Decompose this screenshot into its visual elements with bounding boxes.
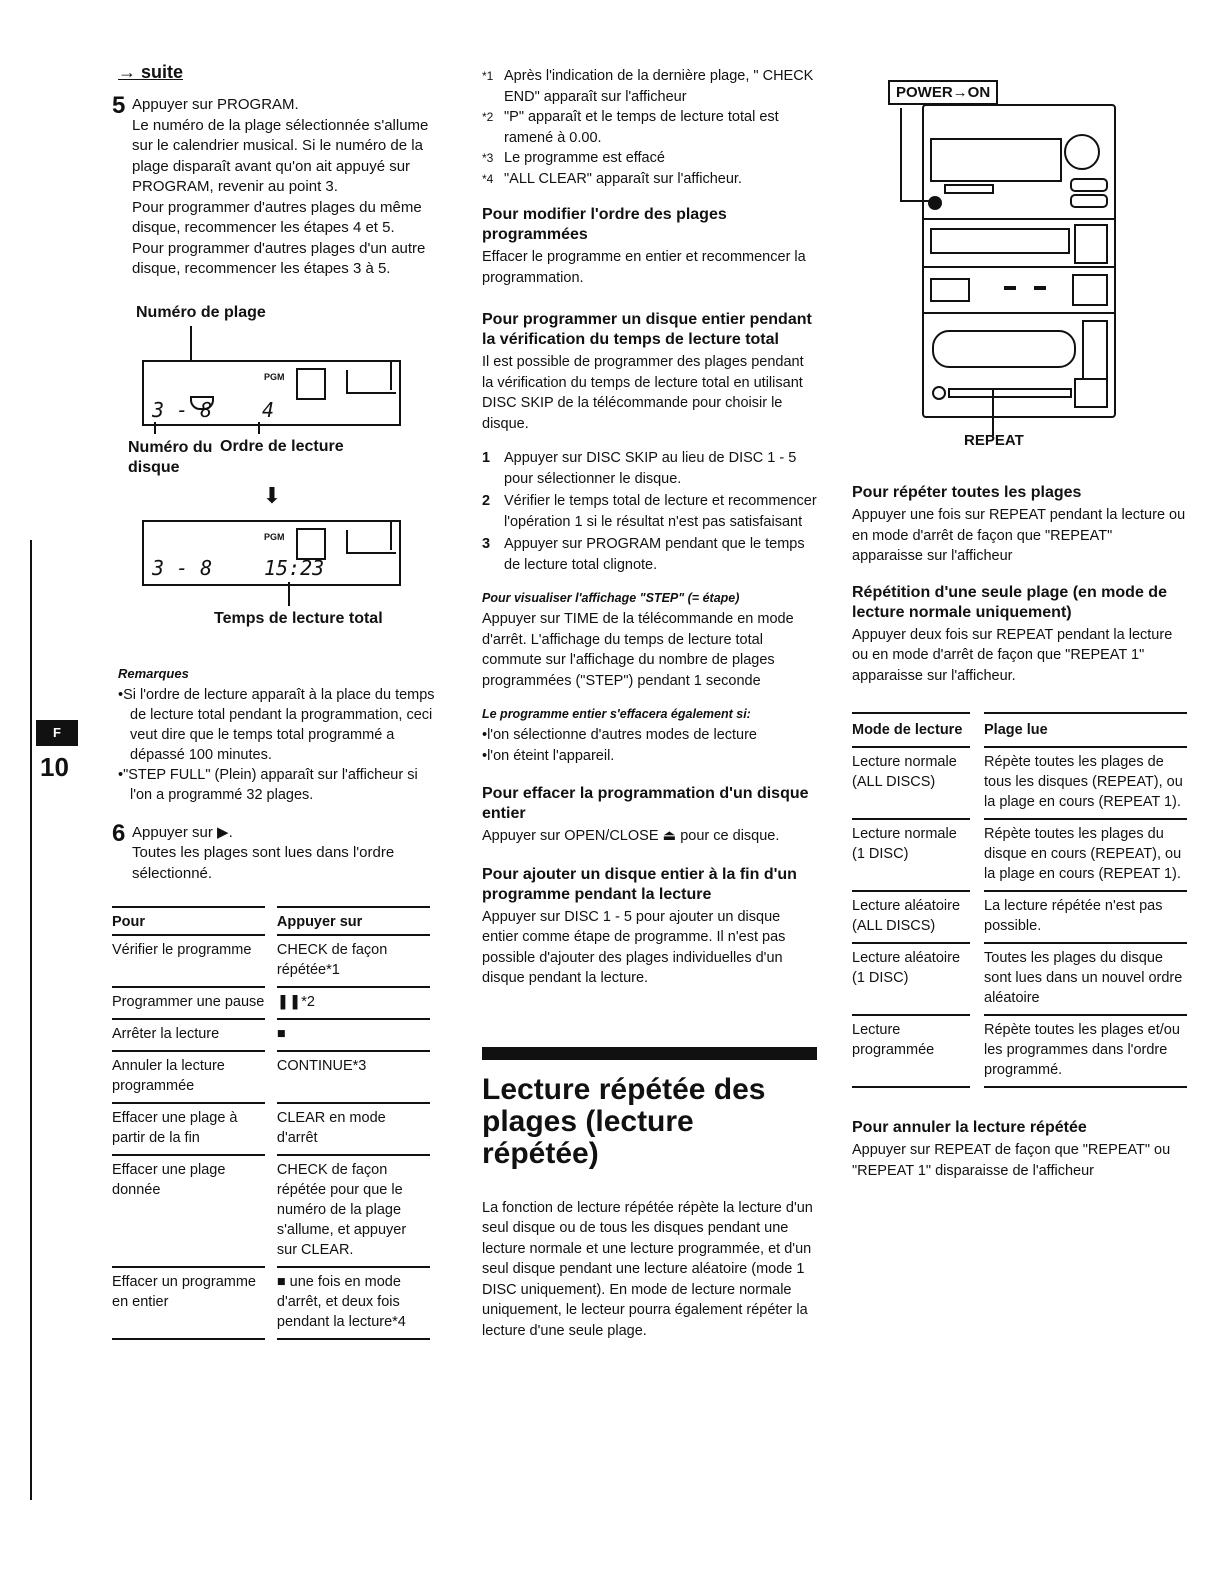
menu-indicator: PGM [264, 371, 285, 382]
step-text: Le numéro de la plage sélectionnée s'allume sur le calendrier musical. Si le numéro de la plage disparaît avant qu'on ait appuyé sur PROGRAM, revenir au point 3. [132, 116, 429, 195]
remark-item: •"STEP FULL" (Plein) apparaît sur l'afficheur si l'on a programmé 32 plages. [118, 766, 418, 803]
step-text: Pour programmer d'autres plages d'un autre disque, recommencer les étapes 3 à 5. [132, 239, 426, 277]
label-disc-number: Numéro du disque [128, 438, 213, 476]
section-text: Effacer le programme en entier et recommencer la programmation. [482, 249, 806, 286]
step-title: Appuyer sur ▶. [132, 823, 233, 841]
music-calendar-icon [296, 368, 326, 400]
section-text: Appuyer sur REPEAT de façon que "REPEAT" ou "REPEAT 1" disparaisse de l'afficheur [852, 1142, 1171, 1179]
bracket-icon [346, 370, 396, 394]
section-text: La fonction de lecture répétée répète la lecture d'un seul disque ou de tous les disques pendant une lecture normale et une lecture programmée, et d'un seul disque pendant une lecture aléatoire (mode 1 DISC uniquement). En mode de lecture normale uniquement, le lecteur pourra également répéter la lecture d'une seule plage. [482, 1199, 813, 1339]
section-rule [482, 1047, 817, 1060]
table-cell: ■ une fois en mode d'arrêt, et deux fois pendant la lecture*4 [277, 1268, 430, 1340]
table-cell: Répète toutes les plages de tous les disques (REPEAT), ou la plage en cours (REPEAT 1). [984, 748, 1187, 820]
table-cell: Lecture aléatoire (1 DISC) [852, 944, 970, 1016]
step-text: Toutes les plages sont lues dans l'ordre sélectionné. [132, 844, 395, 882]
table-cell: Lecture aléatoire (ALL DISCS) [852, 892, 970, 944]
table-row [852, 1016, 1187, 1088]
disc-track-segment: 3 - 8 [152, 397, 213, 422]
table-row [852, 892, 1187, 944]
list-item [482, 491, 817, 532]
footnote-text: Le programme est effacé [504, 150, 665, 166]
table-cell: Effacer une plage donnée [112, 1156, 265, 1268]
section-heading: Répétition d'une seule plage (en mode de lecture normale uniquement) [852, 583, 1167, 621]
section-heading: Pour effacer la programmation d'un disque entier [482, 785, 809, 822]
step-text: Pour programmer d'autres plages du même disque, recommencer les étapes 4 et 5. [132, 198, 422, 236]
table-header: Pour [112, 906, 265, 936]
step-5 [112, 92, 442, 280]
section-heading: Pour annuler la lecture répétée [852, 1119, 1087, 1136]
section-heading: Pour répéter toutes les plages [852, 484, 1082, 501]
table-row [112, 988, 430, 1020]
label-total-time: Temps de lecture total [214, 609, 383, 627]
cd-tray [930, 228, 1070, 254]
cassette-deck [932, 330, 1076, 368]
table-row [852, 820, 1187, 892]
section-text: Il est possible de programmer des plages pendant la vérification du temps de lecture total en utilisant DISC SKIP de la télécommande pour choisir le disque. [482, 354, 804, 432]
volume-knob [1064, 134, 1100, 170]
table-cell: Lecture normale (1 DISC) [852, 820, 970, 892]
bracket-icon [346, 530, 396, 554]
disc-track-segment: 3 - 8 [152, 555, 213, 580]
list-text: Vérifier le temps total de lecture et recommencer l'opération 1 si le résultat n'est pas satisfaisant [504, 493, 817, 530]
section-text: Appuyer sur OPEN/CLOSE ⏏ pour ce disque. [482, 828, 780, 844]
section-text: Appuyer une fois sur REPEAT pendant la lecture ou en mode d'arrêt de façon que "REPEAT" apparaisse sur l'afficheur [852, 507, 1186, 564]
table-cell: Répète toutes les plages et/ou les programmes dans l'ordre programmé. [984, 1016, 1187, 1088]
power-button [928, 196, 942, 210]
list-item [482, 534, 817, 575]
table-row [112, 1104, 430, 1156]
display-diagram-1 [112, 304, 442, 482]
table-cell: Annuler la lecture programmée [112, 1052, 265, 1104]
display-window [930, 138, 1062, 182]
table-cell: CHECK de façon répétée*1 [277, 936, 430, 988]
list-text: Appuyer sur PROGRAM pendant que le temps de lecture total clignote. [504, 536, 805, 573]
table-cell: Effacer une plage à partir de la fin [112, 1104, 265, 1156]
language-tab: F [36, 720, 78, 746]
table-row [112, 1156, 430, 1268]
column-1 [112, 62, 442, 1340]
bullet-item: •l'on sélectionne d'autres modes de lecture [482, 727, 757, 743]
column-3 [852, 70, 1187, 1181]
list-text: Appuyer sur DISC SKIP au lieu de DISC 1 - 5 pour sélectionner le disque. [504, 450, 797, 487]
stereo-unit [922, 104, 1116, 418]
section-text: Appuyer sur TIME de la télécommande en mode d'arrêt. L'affichage du temps de lecture total commute sur l'affichage du nombre de plages programmées ("STEP") pendant 1 seconde [482, 611, 794, 689]
step-number: 6 [112, 819, 126, 847]
table-header: Appuyer sur [277, 906, 430, 936]
repeat-label: REPEAT [964, 432, 1024, 449]
remark-item: •Si l'ordre de lecture apparaît à la place du temps de lecture total pendant la programmation, ceci veut dire que le temps total programmé a dépassé 100 minutes. [118, 686, 435, 763]
step-6 [112, 819, 442, 885]
label-track-number: Numéro de plage [136, 303, 266, 321]
remarks-title: Remarques [118, 665, 189, 681]
section-heading: Le programme entier s'effacera également si: [482, 707, 751, 721]
display-diagram-2 [112, 520, 442, 638]
total-time-segment: 15:23 [264, 555, 325, 580]
repeat-button [948, 388, 1072, 398]
section-text: Appuyer deux fois sur REPEAT pendant la lecture ou en mode d'arrêt de façon que "REPEAT 1" apparaisse sur l'afficheur. [852, 626, 1173, 684]
footnote-marker: *1 [482, 69, 494, 83]
remarks [112, 666, 442, 805]
table-row [852, 748, 1187, 820]
down-arrow-icon: ⬇ [262, 482, 282, 508]
table-row [112, 1020, 430, 1052]
table-row [112, 1052, 430, 1104]
column-2 [482, 66, 817, 1341]
table-cell: La lecture répétée n'est pas possible. [984, 892, 1187, 944]
footnote-marker: *4 [482, 171, 494, 186]
continued-heading: → suite [118, 62, 184, 82]
table-cell: Arrêter la lecture [112, 1020, 265, 1052]
list-item [482, 448, 817, 489]
menu-indicator: PGM [264, 531, 285, 542]
margin-rule [30, 540, 32, 1500]
section-title: Lecture répétée des plages (lecture répétée) [482, 1072, 766, 1170]
table-cell: Lecture normale (ALL DISCS) [852, 748, 970, 820]
table-row [112, 936, 430, 988]
table-cell: Répète toutes les plages du disque en cours (REPEAT), ou la plage en cours (REPEAT 1). [984, 820, 1187, 892]
list-number: 1 [482, 450, 491, 466]
operations-table [100, 906, 442, 1340]
table-row [852, 944, 1187, 1016]
footnote-text: "ALL CLEAR" apparaît sur l'afficheur. [504, 170, 742, 187]
section-heading: Pour modifier l'ordre des plages programmées [482, 206, 727, 243]
table-header: Plage lue [984, 712, 1187, 748]
footnote [482, 148, 817, 169]
table-row [112, 1268, 430, 1340]
table-cell: Vérifier le programme [112, 936, 265, 988]
page-number: 10 [40, 752, 69, 782]
table-cell: ■ [277, 1020, 430, 1052]
list-number: 3 [482, 536, 491, 552]
step-title: Appuyer sur PROGRAM. [132, 96, 299, 113]
table-cell: Programmer une pause [112, 988, 265, 1020]
table-cell: Toutes les plages du disque sont lues dans un nouvel ordre aléatoire [984, 944, 1187, 1016]
section-heading: Pour programmer un disque entier pendant la vérification du temps de lecture total [482, 311, 812, 348]
footnote-marker: *3 [482, 151, 494, 165]
table-cell: Lecture programmée [852, 1016, 970, 1088]
section-heading: Pour ajouter un disque entier à la fin d'un programme pendant la lecture [482, 865, 797, 903]
stereo-illustration [852, 70, 1187, 465]
footnote [482, 107, 817, 148]
footnote-marker: *2 [482, 110, 494, 124]
power-on-label: POWER→ON [888, 80, 998, 105]
lcd-display [142, 360, 401, 426]
section-heading: Pour visualiser l'affichage "STEP" (= étape) [482, 591, 740, 605]
table-cell: Effacer un programme en entier [112, 1268, 265, 1340]
table-cell: ❚❚*2 [277, 988, 430, 1020]
bullet-item: •l'on éteint l'appareil. [482, 747, 615, 764]
footnote [482, 169, 817, 190]
footnote [482, 66, 817, 107]
footnote-text: Après l'indication de la dernière plage, " CHECK END" apparaît sur l'afficheur [504, 68, 814, 105]
table-cell: CLEAR en mode d'arrêt [277, 1104, 430, 1156]
list-number: 2 [482, 493, 491, 509]
numbered-list [482, 448, 817, 575]
section-text: Appuyer sur DISC 1 - 5 pour ajouter un disque entier comme étape de programme. Il n'est pas possible d'ajouter des plages individuelles d'un disque pendant la lecture. [482, 908, 786, 986]
order-segment: 4 [262, 397, 275, 422]
table-cell: CONTINUE*3 [277, 1052, 430, 1104]
repeat-modes-table [838, 712, 1201, 1088]
table-header: Mode de lecture [852, 712, 970, 748]
step-number: 5 [112, 92, 126, 119]
lcd-display [142, 520, 401, 586]
table-cell: CHECK de façon répétée pour que le numéro de la plage s'allume, et appuyer sur CLEAR. [277, 1156, 430, 1268]
label-play-order: Ordre de lecture [220, 437, 344, 455]
footnote-text: "P" apparaît et le temps de lecture total est ramené à 0.00. [504, 109, 779, 146]
